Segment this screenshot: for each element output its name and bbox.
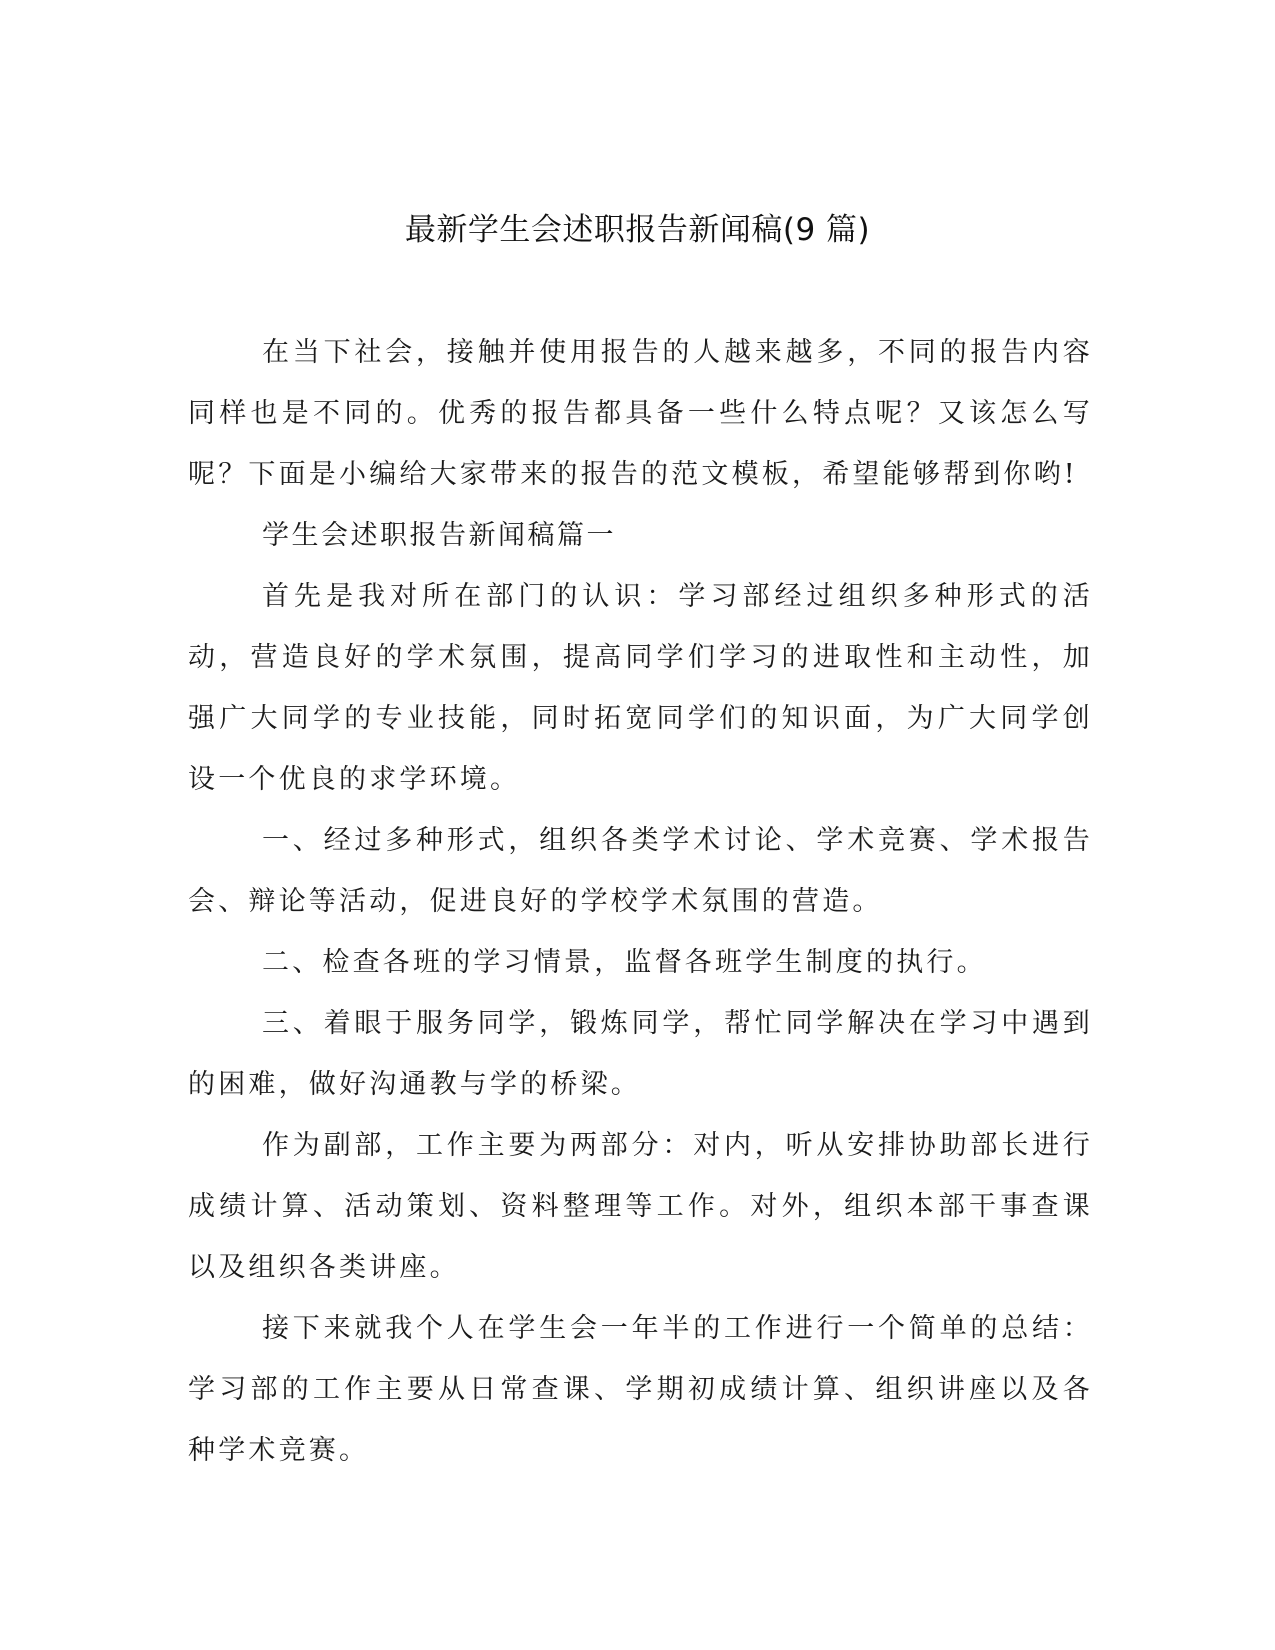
document-title: 最新学生会述职报告新闻稿(9 篇) (404, 212, 871, 248)
body-paragraph: 作为副部，工作主要为两部分：对内，听从安排协助部长进行成绩计算、活动策划、资料整理等工作。对外，组织本部干事查课以及组织各类讲座。 (188, 1130, 1093, 1283)
list-item-3: 三、着眼于服务同学，锻炼同学，帮忙同学解决在学习中遇到的困难，做好沟通教与学的桥梁。 (188, 1008, 1093, 1100)
intro-paragraph: 在当下社会，接触并使用报告的人越来越多，不同的报告内容同样也是不同的。优秀的报告都具备一些什么特点呢？又该怎么写呢？下面是小编给大家带来的报告的范文模板，希望能够帮到你哟! (188, 337, 1093, 490)
body-paragraph: 接下来就我个人在学生会一年半的工作进行一个简单的总结：学习部的工作主要从日常查课、学期初成绩计算、组织讲座以及各种学术竞赛。 (188, 1313, 1093, 1466)
list-item-2: 二、检查各班的学习情景，监督各班学生制度的执行。 (262, 947, 987, 978)
section-heading: 学生会述职报告新闻稿篇一 (262, 520, 616, 551)
body-paragraph: 首先是我对所在部门的认识：学习部经过组织多种形式的活动，营造良好的学术氛围，提高同学们学习的进取性和主动性，加强广大同学的专业技能，同时拓宽同学们的知识面，为广大同学创设一个优良的求学环境。 (188, 581, 1093, 795)
list-item-1: 一、经过多种形式，组织各类学术讨论、学术竞赛、学术报告会、辩论等活动，促进良好的学校学术氛围的营造。 (188, 825, 1093, 917)
document-body (188, 322, 1093, 1481)
